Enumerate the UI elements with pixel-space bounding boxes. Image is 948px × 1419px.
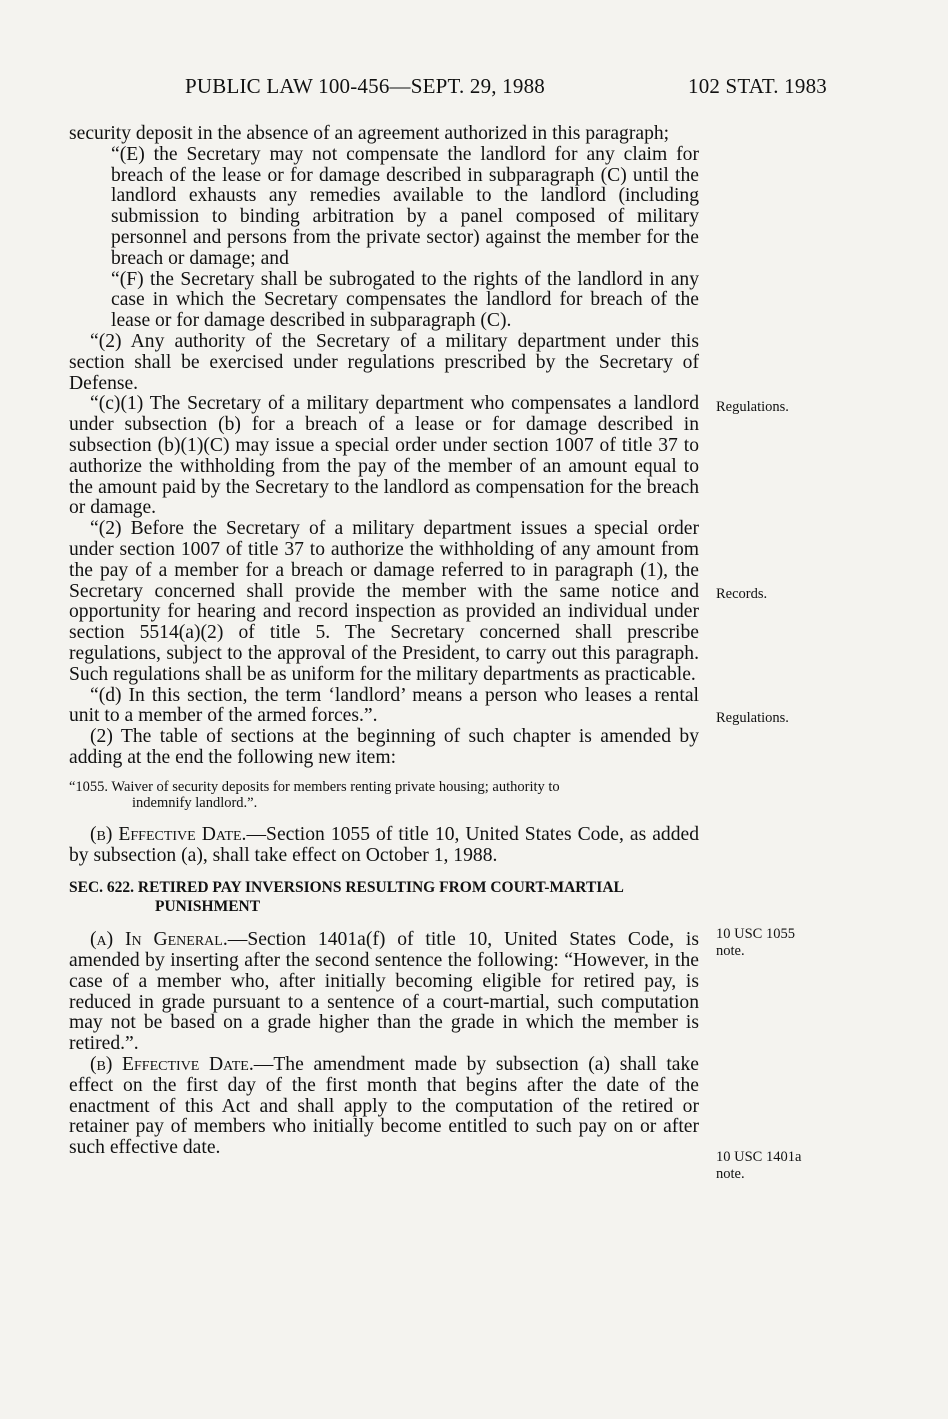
effective-date-text: —Section 1055 of title 10, United States Code, as added by subsection (a), shall take effect on October 1, 1988. — [69, 823, 699, 866]
running-header-page: 102 STAT. 1983 — [688, 74, 827, 98]
paragraph-in-general — [69, 930, 699, 1055]
new-table-item-line1: “1055. Waiver of security deposits for members renting private housing; authority to — [69, 778, 560, 795]
margin-note-records: Records. — [716, 586, 768, 602]
margin-note-regulations: Regulations. — [716, 399, 789, 415]
effective-date-label-2: (b) Effective Date. — [90, 1054, 254, 1076]
margin-note-usc-1055: 10 USC 1055 — [716, 926, 795, 942]
in-general-label: (a) In General. — [90, 929, 228, 951]
section-number: SEC. 622. — [69, 879, 135, 897]
paragraph-effective-date-1055 — [69, 825, 699, 867]
paragraph-E: “(E) the Secretary may not compensate the landlord for any claim for breach of the lease or for damage described in subparagraph (C) until the landlord exhausts any remedies available to the landlord (including submission to binding arbitration by a panel composed of military personnel and persons from the private sector) against the member for the breach or damage; and — [111, 143, 699, 269]
new-table-item-line2: indemnify landlord.”. — [132, 794, 258, 811]
paragraph-c2: “(2) Before the Secretary of a military department issues a special order under section 1007 of title 37 to authorize the withholding of any amount from the pay of a member for a breach or damage referred to in paragraph (1), the Secretary concerned shall provide the member with the same notice and opportunity for hearing and record inspection as provided an individual under section 5514(a)(2) of title 5. The Secretary concerned shall prescribe regulations, subject to the approval of the President, to carry out this paragraph. Such regulations shall be as uniform for the military departments as practicable. — [69, 518, 699, 685]
paragraph-F: “(F) the Secretary shall be subrogated to the rights of the landlord in any case in which the Secretary compensates the landlord for breach of the lease or for damage described in subparagraph (C). — [111, 268, 699, 332]
paragraph-d: “(d) In this section, the term ‘landlord’ means a person who leases a rental unit to a member of the armed forces.”. — [69, 684, 699, 727]
section-title: RETIRED PAY INVERSIONS RESULTING FROM COURT-MARTIAL PUNISHMENT — [137, 879, 624, 916]
margin-note-usc-1055-note: note. — [716, 943, 745, 959]
paragraph-effective-date-1401a — [69, 1055, 699, 1159]
section-heading — [69, 878, 699, 916]
paragraph-continued: security deposit in the absence of an agreement authorized in this paragraph; — [69, 123, 670, 144]
new-table-item — [69, 779, 699, 811]
body-text — [69, 124, 699, 1159]
margin-note-usc-1401a: 10 USC 1401a — [716, 1149, 802, 1165]
running-header-title: PUBLIC LAW 100-456—SEPT. 29, 1988 — [185, 74, 545, 98]
margin-note-regulations-2: Regulations. — [716, 710, 789, 726]
paragraph-table-amendment: (2) The table of sections at the beginning of such chapter is amended by adding at the end the following new item: — [69, 726, 699, 768]
effective-date-text-2: —The amendment made by subsection (a) shall take effect on the first day of the first month that begins after the date of the enactment of this Act and shall apply to the computation of the retired or retainer pay of members who initially become entitled to such pay on or after such effective date. — [69, 1054, 700, 1159]
paragraph-c1: “(c)(1) The Secretary of a military department who compensates a landlord under subsection (b) for a breach of a lease or for damage described in subsection (b)(1)(C) may issue a special order under section 1007 of title 37 to authorize the withholding from the pay of the member of an amount equal to the amount paid by the Secretary to the landlord as compensation for the breach or damage. — [69, 393, 699, 519]
effective-date-label: (b) Effective Date. — [90, 823, 247, 845]
in-general-text: —Section 1401a(f) of title 10, United States Code, is amended by inserting after the second sentence the following: “However, in the case of a member who, after initially becoming eligible for retired pay, is reduced in grade pursuant to a sentence of a court-martial, such computation may not be based on a grade higher than the grade in which the member is retired.”. — [69, 929, 699, 1055]
margin-note-usc-1401a-note: note. — [716, 1166, 745, 1182]
paragraph-2-authority: “(2) Any authority of the Secretary of a military department under this section shall be exercised under regulations prescribed by the Secretary of Defense. — [69, 330, 699, 394]
